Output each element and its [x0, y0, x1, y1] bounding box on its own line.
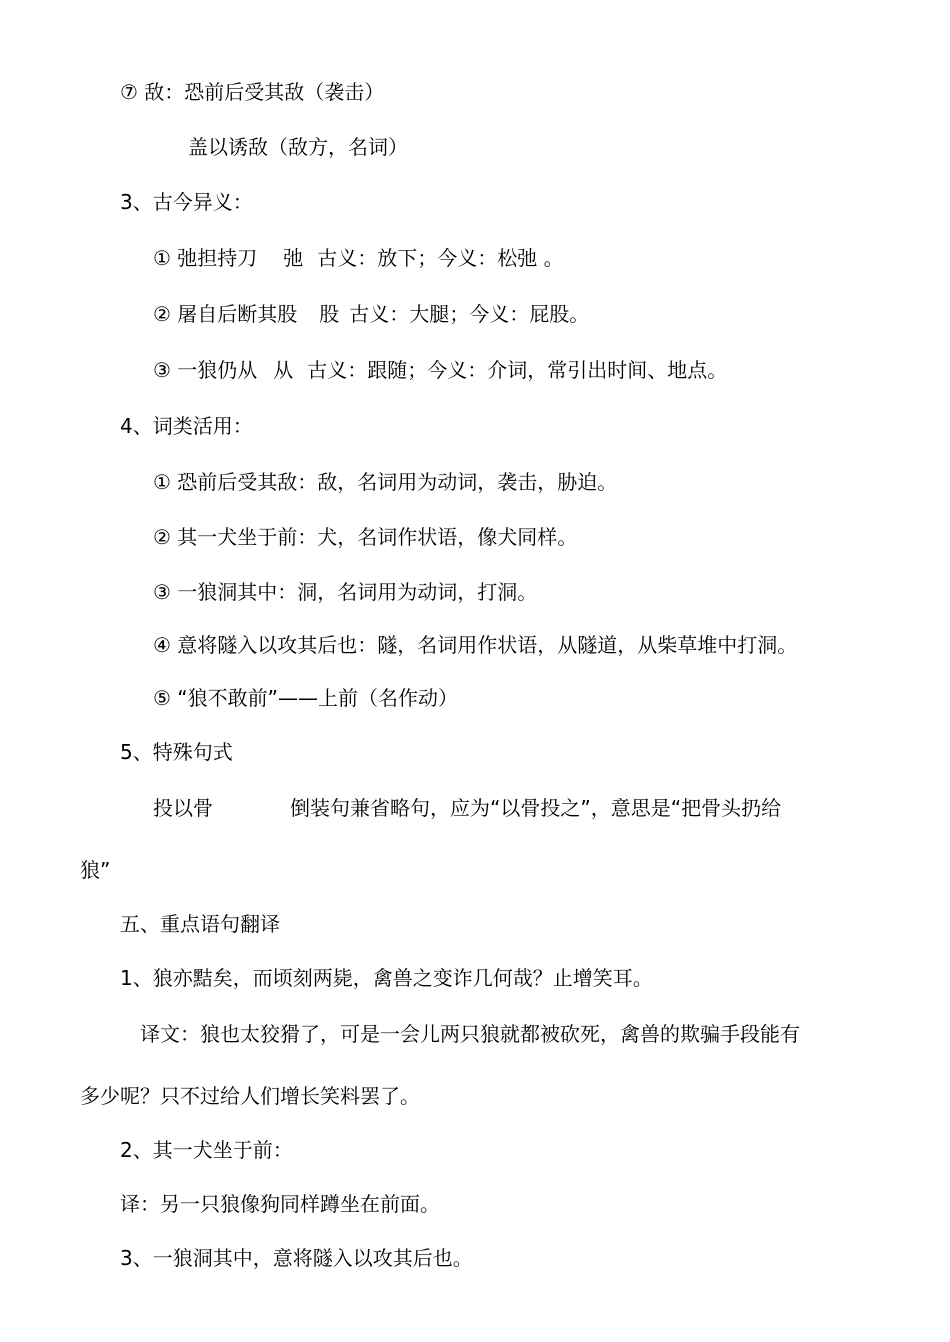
- text-line-5: [153, 300, 589, 328]
- text-line-2: 盖以诱敌（敌方，名词）: [188, 135, 408, 159]
- sentence-1: 1、狼亦黠矣，而顷刻两毙，禽兽之变诈几何哉？止增笑耳。: [120, 966, 653, 990]
- text-line-8: ① 恐前后受其敌：敌，名词用为动词，袭击，胁迫。: [153, 470, 618, 494]
- sentence-3: 3、一狼洞其中，意将隧入以攻其后也。: [120, 1246, 473, 1270]
- section-heading-4: 4、词类活用：: [120, 414, 253, 438]
- key-word: 股: [319, 302, 340, 326]
- text-line-4: [153, 244, 564, 272]
- sentence-2: 2、其一犬坐于前：: [120, 1138, 293, 1162]
- text-line-11: ④ 意将隧入以攻其后也：隧，名词用作状语，从隧道，从柴草堆中打洞。: [153, 633, 798, 657]
- key-word: 弛: [283, 246, 304, 270]
- text-line-10: ③ 一狼洞其中：洞，名词用为动词，打洞。: [153, 580, 538, 604]
- translation-1-line-2: 多少呢？只不过给人们增长笑料罢了。: [80, 1084, 420, 1108]
- translation-2: 译：另一只狼像狗同样蹲坐在前面。: [120, 1192, 440, 1216]
- text-line-9: ② 其一犬坐于前：犬，名词作状语，像犬同样。: [153, 525, 578, 549]
- text-line-14-right: 倒装句兼省略句，应为“以骨投之”，意思是“把骨头扔给: [290, 796, 782, 820]
- text-line-15: 狼”: [80, 858, 111, 882]
- translation-1-line-1: 译文：狼也太狡猾了，可是一会儿两只狼就都被砍死，禽兽的欺骗手段能有: [140, 1022, 800, 1046]
- text-line-14-left: 投以骨: [153, 796, 213, 820]
- example-phrase: ③ 一狼仍从: [153, 358, 258, 382]
- section-heading-five: 五、重点语句翻译: [120, 912, 280, 936]
- section-heading-5: 5、特殊句式: [120, 740, 233, 764]
- explanation: 古义：放下；今义：松弛 。: [317, 246, 564, 270]
- example-phrase: ① 弛担持刀: [153, 246, 258, 270]
- explanation: 古义：大腿；今义：屁股。: [349, 302, 590, 326]
- example-phrase: ② 屠自后断其股: [153, 302, 298, 326]
- text-line-1: ⑦ 敌：恐前后受其敌（袭击）: [120, 80, 385, 104]
- text-line-12: ⑤ “狼不敢前”——上前（名作动）: [153, 686, 459, 710]
- text-line-6: [153, 356, 727, 384]
- section-heading-3: 3、古今异义：: [120, 190, 253, 214]
- key-word: 从: [273, 358, 294, 382]
- explanation: 古义：跟随；今义：介词，常引出时间、地点。: [307, 358, 728, 382]
